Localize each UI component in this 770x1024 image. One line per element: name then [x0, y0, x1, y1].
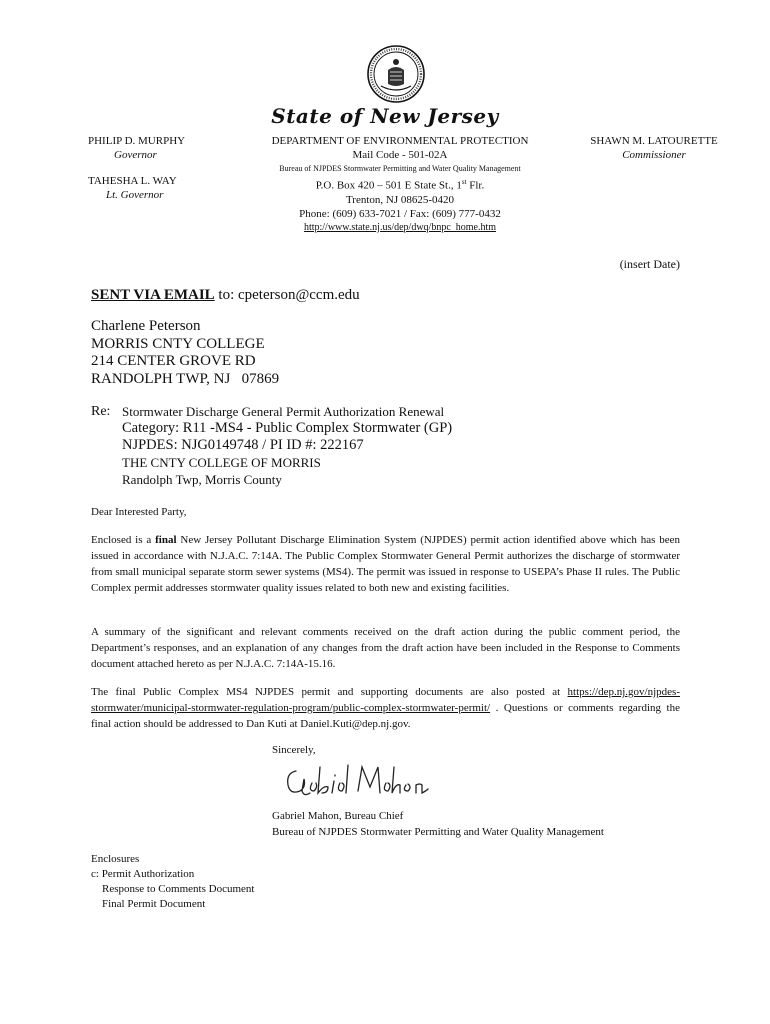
governor-name: PHILIP D. MURPHY [88, 135, 186, 147]
salutation: Dear Interested Party, [91, 506, 187, 518]
recipient-street: 214 CENTER GROVE RD [91, 353, 256, 369]
signer-name-title: Gabriel Mahon, Bureau Chief [272, 810, 404, 822]
recipient-org: MORRIS CNTY COLLEGE [91, 335, 265, 352]
commissioner-name: SHAWN M. LATOURETTE [590, 135, 718, 147]
phone-fax: Phone: (609) 633-7021 / Fax: (609) 777-0432 [299, 207, 501, 220]
date-placeholder: (insert Date) [619, 257, 680, 271]
department-name: DEPARTMENT OF ENVIRONMENTAL PROTECTION [271, 135, 529, 147]
signer-bureau: Bureau of NJPDES Stormwater Permitting and Water Quality Management [272, 826, 604, 838]
recipient-email: to: cpeterson@ccm.edu [214, 287, 360, 303]
mail-code: Mail Code - 501-02A [352, 149, 448, 161]
re-line-2: Category: R11 -MS4 - Public Complex Stormwater (GP) [122, 420, 453, 436]
closing: Sincerely, [272, 744, 316, 756]
commissioner-block [554, 134, 754, 162]
permit-page-link[interactable]: https://dep.nj.gov/njpdes-stormwater/municipal-stormwater-regulation-program/public-complex-stormwater-permit/ [91, 686, 680, 714]
cc-line: c: Permit Authorization [91, 868, 195, 880]
paragraph-2: A summary of the significant and relevant comments received on the draft action during the public comment period, the Department’s responses, and an explanation of any changes from the draft action have been included in the Response to Comments document attached hereto as per N.J.A.C. 7:14A-15.16. [91, 626, 680, 670]
paragraph-3: The final Public Complex MS4 NJPDES permit and supporting documents are also posted at https://dep.nj.gov/njpdes-stormwater/municipal-stormwater-regulation-program/public-complex-stormwater-permit/ . Questions or comments regarding the final action should be addressed to Dan Kuti at Daniel.Kuti@dep.nj.gov. [91, 686, 680, 730]
re-line-4: THE CNTY COLLEGE OF MORRIS [122, 455, 321, 470]
re-line-5: Randolph Twp, Morris County [122, 472, 282, 487]
department-website-link[interactable]: http://www.state.nj.us/dep/dwq/bnpc_home.htm [303, 221, 497, 233]
handwritten-signature [282, 757, 432, 805]
final-emphasis: final [155, 534, 177, 546]
enclosure-item: Response to Comments Document [102, 883, 255, 895]
state-seal-logo [366, 44, 426, 104]
lt-governor-name: TAHESHA L. WAY [88, 175, 177, 187]
enclosures-block [91, 852, 254, 912]
re-label: Re: [91, 404, 111, 419]
bureau-name: Bureau of NJPDES Stormwater Permitting and Water Quality Management [279, 164, 521, 173]
enclosures-heading: Enclosures [91, 853, 140, 865]
lt-governor-title: Lt. Governor [106, 189, 164, 201]
subject-block [91, 403, 691, 488]
recipient-name: Charlene Peterson [91, 318, 201, 334]
state-title: State of New Jersey [271, 104, 499, 128]
governor-block [88, 134, 248, 202]
paragraph-1: Enclosed is a final New Jersey Pollutant Discharge Elimination System (NJPDES) permit action identified above which has been issued in accordance with N.J.A.C. 7:14A. The Public Complex Stormwater General Permit authorizes the discharge of stormwater from small municipal separate storm sewer systems (MS4). The permit was issued in response to USEPA’s Phase II rules. The Public Complex permit addresses stormwater quality issues related to both new and existing facilities. [91, 534, 680, 594]
signer-block [272, 808, 604, 840]
po-box: P.O. Box 420 – 501 E State St., 1st Flr. [315, 178, 485, 192]
re-line-3: NJPDES: NJG0149748 / PI ID #: 222167 [122, 437, 364, 453]
governor-title: Governor [114, 149, 157, 161]
city-zip: Trenton, NJ 08625-0420 [345, 193, 455, 206]
recipient-address [91, 318, 279, 388]
department-block [230, 134, 570, 235]
enclosure-item: Final Permit Document [102, 898, 206, 910]
commissioner-title: Commissioner [622, 149, 686, 161]
sent-via-email-label: SENT VIA EMAIL [91, 287, 215, 303]
re-line-1: Stormwater Discharge General Permit Authorization Renewal [122, 404, 445, 419]
sent-via-email-line [91, 287, 360, 304]
recipient-city: RANDOLPH TWP, NJ 07869 [91, 370, 280, 387]
